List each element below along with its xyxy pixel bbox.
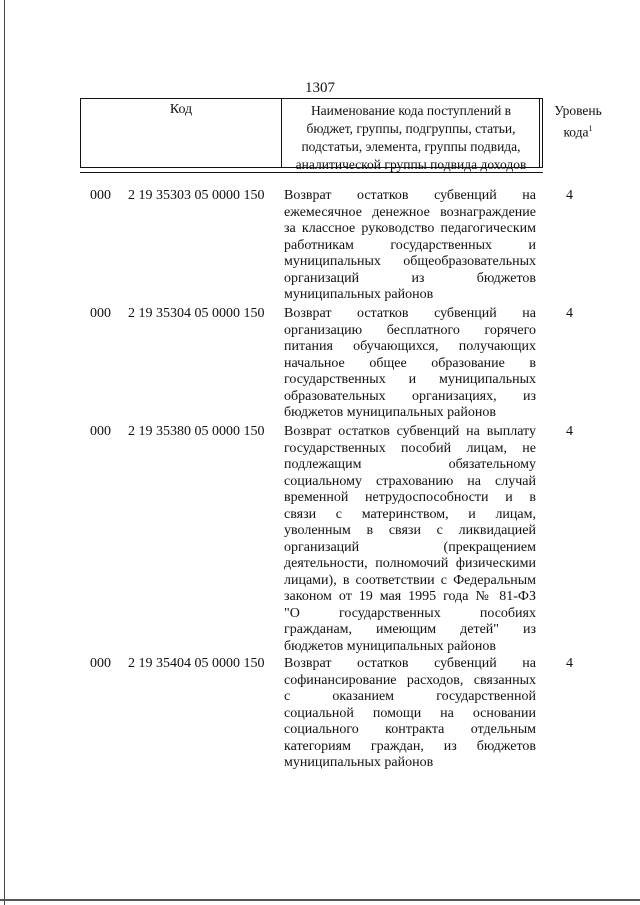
row-name-line: деятельности, полномочий физическими (284, 556, 536, 571)
row-level: 4 (566, 424, 573, 439)
row-name-line: питания обучающихся, получающих (284, 339, 536, 354)
row-admin-code: 000 (90, 306, 111, 321)
row-name-line: "О государственных пособиях (284, 605, 536, 621)
header-bottom-rule (80, 172, 543, 173)
row-name-line: Возврат остатков субвенций на (284, 656, 536, 671)
footnote-marker: 1 (588, 124, 593, 133)
row-name-line: социальной помощи на основании (284, 705, 536, 721)
row-name-line: уволенным в связи с ликвидацией (284, 523, 536, 538)
row-admin-code: 000 (90, 188, 111, 203)
row-name-line: социального контракта отдельным (284, 722, 536, 737)
header-name-line: бюджет, группы, подгруппы, статьи, (306, 121, 516, 136)
row-name-line: организаций из бюджетов (284, 270, 536, 286)
row-income-code: 2 19 35303 05 0000 150 (128, 188, 265, 203)
header-name-line: Наименование кода поступлений в (310, 103, 512, 118)
row-name-line: государственных пособий лицам, не (284, 440, 536, 456)
header-code: Код (169, 102, 193, 117)
row-name-line: муниципальных общеобразовательных (284, 254, 536, 269)
row-name-line: бюджетов муниципальных районов (284, 405, 496, 420)
row-name-line: Возврат остатков субвенций на (284, 306, 536, 321)
row-name-line: организацию бесплатного горячего (284, 322, 536, 338)
header-level-line: Уровень (554, 103, 602, 118)
header-level-word: кода (563, 124, 589, 140)
row-name-line: за классное руководство педагогическим (284, 221, 536, 236)
row-income-code: 2 19 35380 05 0000 150 (128, 424, 265, 439)
header-level (541, 102, 615, 142)
row-name-line: государственных и муниципальных (284, 372, 536, 387)
row-income-name (284, 188, 536, 304)
scan-bottom-edge (0, 899, 640, 901)
row-name-line: Возврат остатков субвенций на (284, 188, 536, 203)
row-name-line: бюджетов муниципальных районов (284, 638, 496, 654)
header-name-line: аналитической группы подвида доходов (295, 157, 527, 172)
row-name-line: софинансирование расходов, связанных (284, 672, 536, 688)
row-name-line: гражданам, имеющим детей" из (284, 622, 536, 637)
header-name (282, 102, 540, 174)
row-income-name (284, 656, 536, 772)
table-header (80, 98, 602, 172)
row-name-line: ежемесячное денежное вознаграждение (284, 204, 536, 220)
row-level: 4 (566, 656, 573, 671)
row-name-line: с оказанием государственной (284, 689, 536, 704)
row-income-name (284, 306, 536, 422)
row-income-name (284, 424, 536, 655)
header-level-line (541, 120, 615, 142)
row-name-line: категориям граждан, из бюджетов (284, 738, 536, 754)
row-income-code: 2 19 35304 05 0000 150 (128, 306, 265, 321)
page-number: 1307 (305, 80, 335, 96)
row-level: 4 (566, 188, 573, 203)
row-name-line: подлежащим обязательному (284, 457, 536, 472)
row-income-code: 2 19 35404 05 0000 150 (128, 656, 265, 671)
row-admin-code: 000 (90, 656, 111, 671)
row-name-line: муниципальных районов (284, 755, 434, 770)
row-name-line: законом от 19 мая 1995 года № 81-ФЗ (284, 589, 536, 604)
row-name-line: лицами), в соответствии с Федеральным (284, 572, 536, 588)
scan-left-edge (4, 0, 5, 905)
row-name-line: образовательных организациях, из (284, 388, 536, 404)
row-name-line: организаций (прекращением (284, 539, 536, 555)
row-name-line: работникам государственных и (284, 237, 536, 253)
row-name-line: связи с материнством, и лицам, (284, 506, 536, 522)
row-level: 4 (566, 306, 573, 321)
row-name-line: муниципальных районов (284, 287, 434, 302)
row-admin-code: 000 (90, 424, 111, 439)
row-name-line: временной нетрудоспособности и в (284, 490, 536, 505)
row-name-line: социальному страхованию на случай (284, 473, 536, 489)
row-name-line: начальное общее образование в (284, 355, 536, 371)
row-name-line: Возврат остатков субвенций на выплату (284, 424, 536, 439)
header-name-line: подстатьи, элемента, группы подвида, (301, 139, 521, 154)
